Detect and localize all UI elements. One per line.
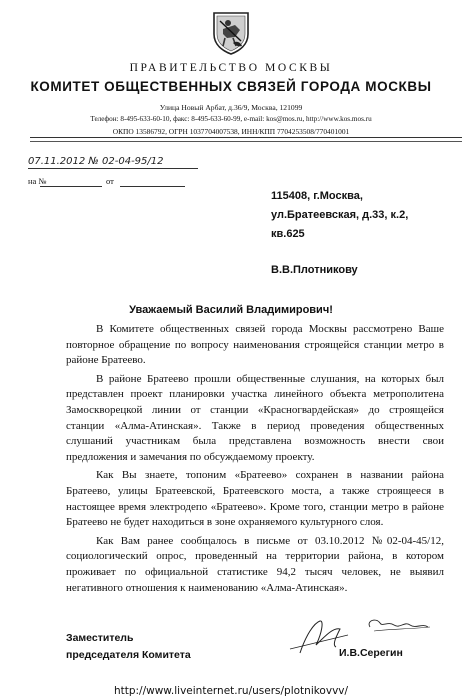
body-paragraph: В районе Братеево прошли общественные слушания, на которых был представлен проект планировки участка линейного объекта метрополитена Замоскворецкой линии от станции «Красногвардейская» до строящейся станции «Алма-Атинская». Также в период проведения общественных слушаний участникам была представлена возможность внести свои предложения и замечания по обсуждаемому проекту. <box>66 372 444 463</box>
source-watermark: http://www.liveinternet.ru/users/plotnikovvv/ <box>113 685 349 697</box>
letterhead-registry: ОКПО 13586792, ОГРН 1037704007538, ИНН/КПП 7704253508/770401001 <box>112 127 350 136</box>
letterhead-divider-thin <box>30 141 462 142</box>
recipient-address-line: кв.625 <box>271 228 305 240</box>
body-paragraph: В Комитете общественных связей города Москвы рассмотрено Ваше повторное обращение по вопросу наименования строящейся станции метро в районе Братеево. <box>66 323 444 367</box>
letterhead-address: Улица Новый Арбат, д.36/9, Москва, 121099 <box>159 103 303 112</box>
reference-from-label: от <box>106 176 114 186</box>
signer-position-line: Заместитель <box>66 632 134 644</box>
reference-from-underline <box>120 186 185 187</box>
recipient-name: В.В.Плотникову <box>271 264 358 276</box>
moscow-coat-of-arms-icon <box>211 10 251 56</box>
committee-heading: КОМИТЕТ ОБЩЕСТВЕННЫХ СВЯЗЕЙ ГОРОДА МОСКВЫ <box>30 79 432 94</box>
government-heading: ПРАВИТЕЛЬСТВО МОСКВЫ <box>129 62 333 74</box>
reference-underline <box>28 168 198 169</box>
body-paragraph: Как Вы знаете, топоним «Братеево» сохранен в названии района Братеево, улицы Братеевской, Братеевского моста, а также строящееся в настоящее время электродепо «Братеево». Кроме того, станции метро в районе Братеево не будет находиться в зоне охраняемого культурного слоя. <box>66 469 444 529</box>
recipient-address-line: 115408, г.Москва, <box>271 190 363 202</box>
recipient-address-line: ул.Братеевская, д.33, к.2, <box>271 209 409 221</box>
outgoing-reference-handwritten: 07.11.2012 № 02-04-95/12 <box>28 156 164 167</box>
letterhead-contacts: Телефон: 8-495-633-60-10, факс: 8-495-633-60-99, e-mail: kos@mos.ru, http://www.kos.mos.ru <box>90 115 372 123</box>
recipient-address <box>271 187 408 244</box>
reference-no-underline <box>40 186 102 187</box>
letter-body <box>66 322 444 599</box>
signer-name: И.В.Серегин <box>339 647 403 659</box>
salutation: Уважаемый Василий Владимирович! <box>129 304 333 316</box>
letterhead-divider <box>30 137 462 138</box>
reference-no-label: на № <box>28 176 47 186</box>
signer-position <box>66 630 191 664</box>
signer-position-line: председателя Комитета <box>66 649 191 661</box>
body-paragraph: Как Вам ранее сообщалось в письме от 03.10.2012 №02-04-45/12, социологический опрос, проведенный на территории района, в котором проживает по официальной статистике 94,2 тысяч человек, не выявил негативного отношения к наименованию «Алма-Атинская». <box>66 534 444 594</box>
